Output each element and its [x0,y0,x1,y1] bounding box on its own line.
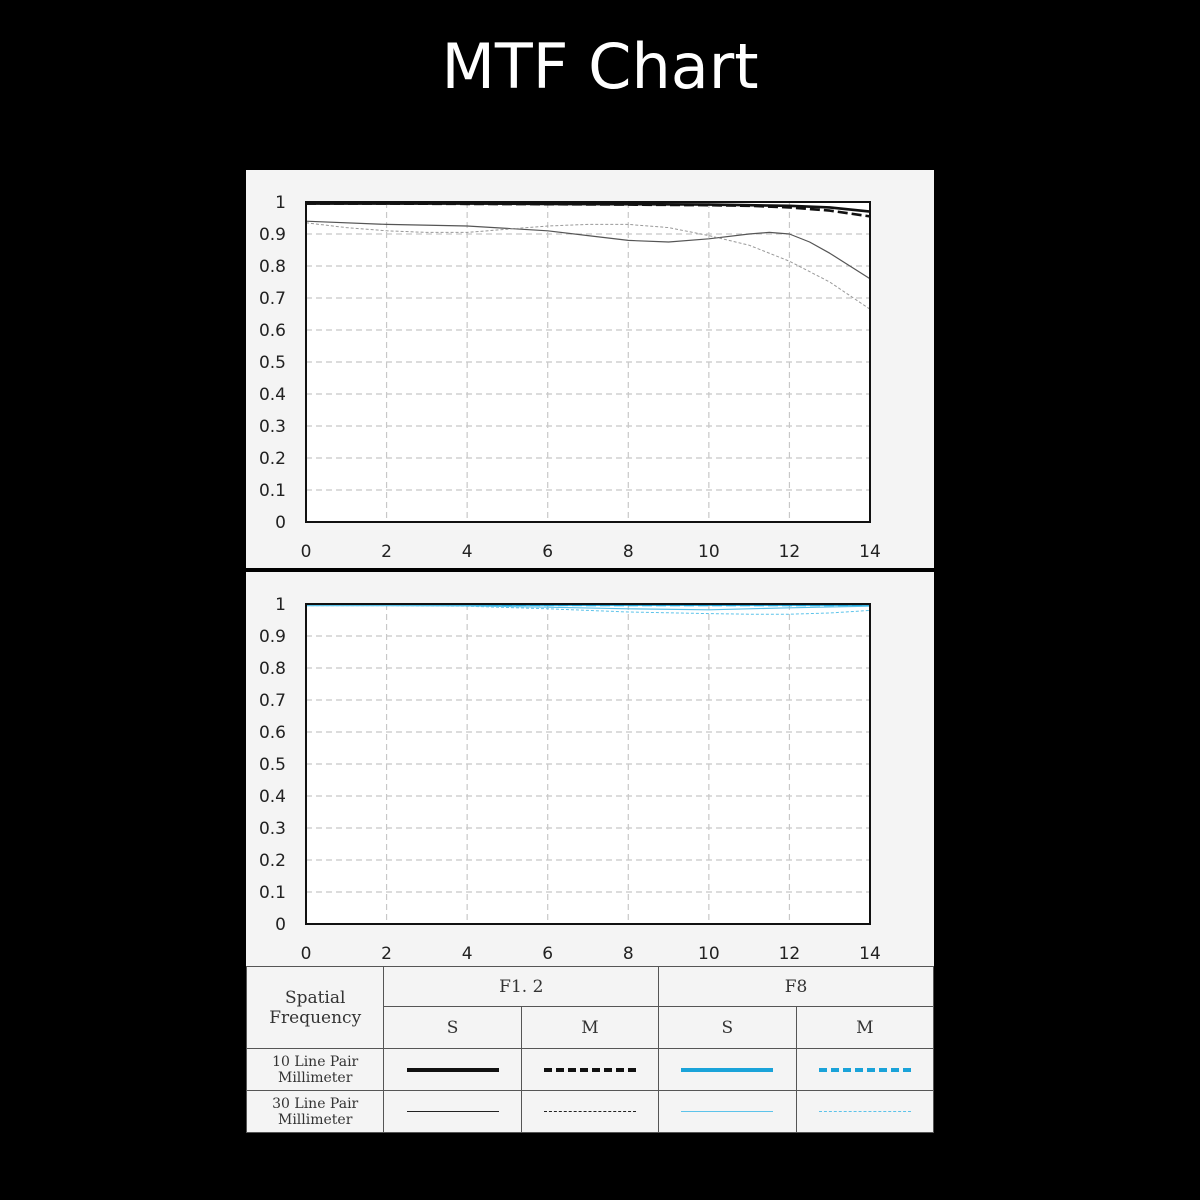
y-tick-label: 0.6 [258,321,286,341]
legend-cell [521,1049,658,1091]
legend-sample-f8-10-s [681,1068,773,1072]
mtf-chart-f12 [246,170,934,568]
x-tick-label: 4 [461,542,473,562]
x-tick-label: 4 [461,944,473,964]
y-tick-label: 0.8 [258,659,286,679]
legend-sample-f12-10-m [544,1068,636,1072]
y-tick-label: 0.3 [258,819,286,839]
page-title: MTF Chart [441,30,759,103]
y-tick-label: 0.7 [258,691,286,711]
y-tick-label: 0.4 [258,385,286,405]
legend-cell [521,1091,658,1133]
y-tick-label: 0.5 [258,755,286,775]
x-tick-label: 10 [698,944,720,964]
legend-row-10lp-line1: 10 Line Pair [272,1053,359,1070]
y-tick-label: 0 [275,915,286,935]
legend-sample-f12-10-s [407,1068,499,1072]
legend-corner-cell [247,967,384,1049]
x-tick-label: 8 [622,542,634,562]
legend-sample-f8-10-m [819,1068,911,1072]
legend-subheader-f12-m: M [521,1007,658,1049]
y-tick-label: 0.1 [258,883,286,903]
y-tick-label: 0.8 [258,257,286,277]
y-tick-label: 0.3 [258,417,286,437]
y-tick-label: 0.1 [258,481,286,501]
y-tick-label: 1 [275,595,286,615]
x-tick-label: 6 [542,944,554,964]
x-tick-label: 2 [381,542,392,562]
y-tick-label: 0.4 [258,787,286,807]
x-tick-label: 14 [859,542,881,562]
x-tick-label: 12 [778,944,801,964]
legend-row-label-10lp [247,1049,384,1091]
legend-sample-f12-30-s [407,1111,499,1112]
y-tick-label: 0.9 [258,627,286,647]
x-tick-label: 0 [300,542,312,562]
chart-panel-f8 [246,572,934,966]
legend-row-10lp-line2: Millimeter [277,1069,353,1086]
legend-row-30lp-line1: 30 Line Pair [272,1095,359,1112]
legend-row-label-30lp [247,1091,384,1133]
legend-row-30lp-line2: Millimeter [277,1111,353,1128]
legend-sample-f8-30-s [681,1111,773,1112]
x-tick-label: 8 [622,944,634,964]
legend-cell [384,1049,521,1091]
x-tick-label: 6 [542,542,554,562]
legend-header-f8: F8 [659,967,934,1007]
legend-corner-line1: Spatial [284,987,346,1008]
legend-cell [384,1091,521,1133]
legend-sample-f8-30-m [819,1111,911,1112]
x-tick-label: 2 [381,944,392,964]
legend-cell [659,1049,796,1091]
legend-sample-f12-30-m [544,1111,636,1112]
y-tick-label: 0 [275,513,286,533]
legend-cell [796,1091,933,1133]
x-tick-label: 0 [300,944,312,964]
mtf-chart-f8 [246,572,934,966]
legend-subheader-f8-s: S [659,1007,796,1049]
legend-cell [659,1091,796,1133]
legend-corner-line2: Frequency [269,1007,362,1028]
y-tick-label: 0.9 [258,225,286,245]
legend-subheader-f12-s: S [384,1007,521,1049]
y-tick-label: 1 [275,193,286,213]
y-tick-label: 0.7 [258,289,286,309]
chart-panel-f12 [246,170,934,568]
y-tick-label: 0.6 [258,723,286,743]
y-tick-label: 0.5 [258,353,286,373]
x-tick-label: 12 [778,542,801,562]
legend-subheader-f8-m: M [796,1007,933,1049]
legend-header-f12: F1. 2 [384,967,659,1007]
x-tick-label: 10 [698,542,720,562]
legend-table [246,966,934,1132]
x-tick-label: 14 [859,944,881,964]
legend-cell [796,1049,933,1091]
y-tick-label: 0.2 [258,449,286,469]
y-tick-label: 0.2 [258,851,286,871]
